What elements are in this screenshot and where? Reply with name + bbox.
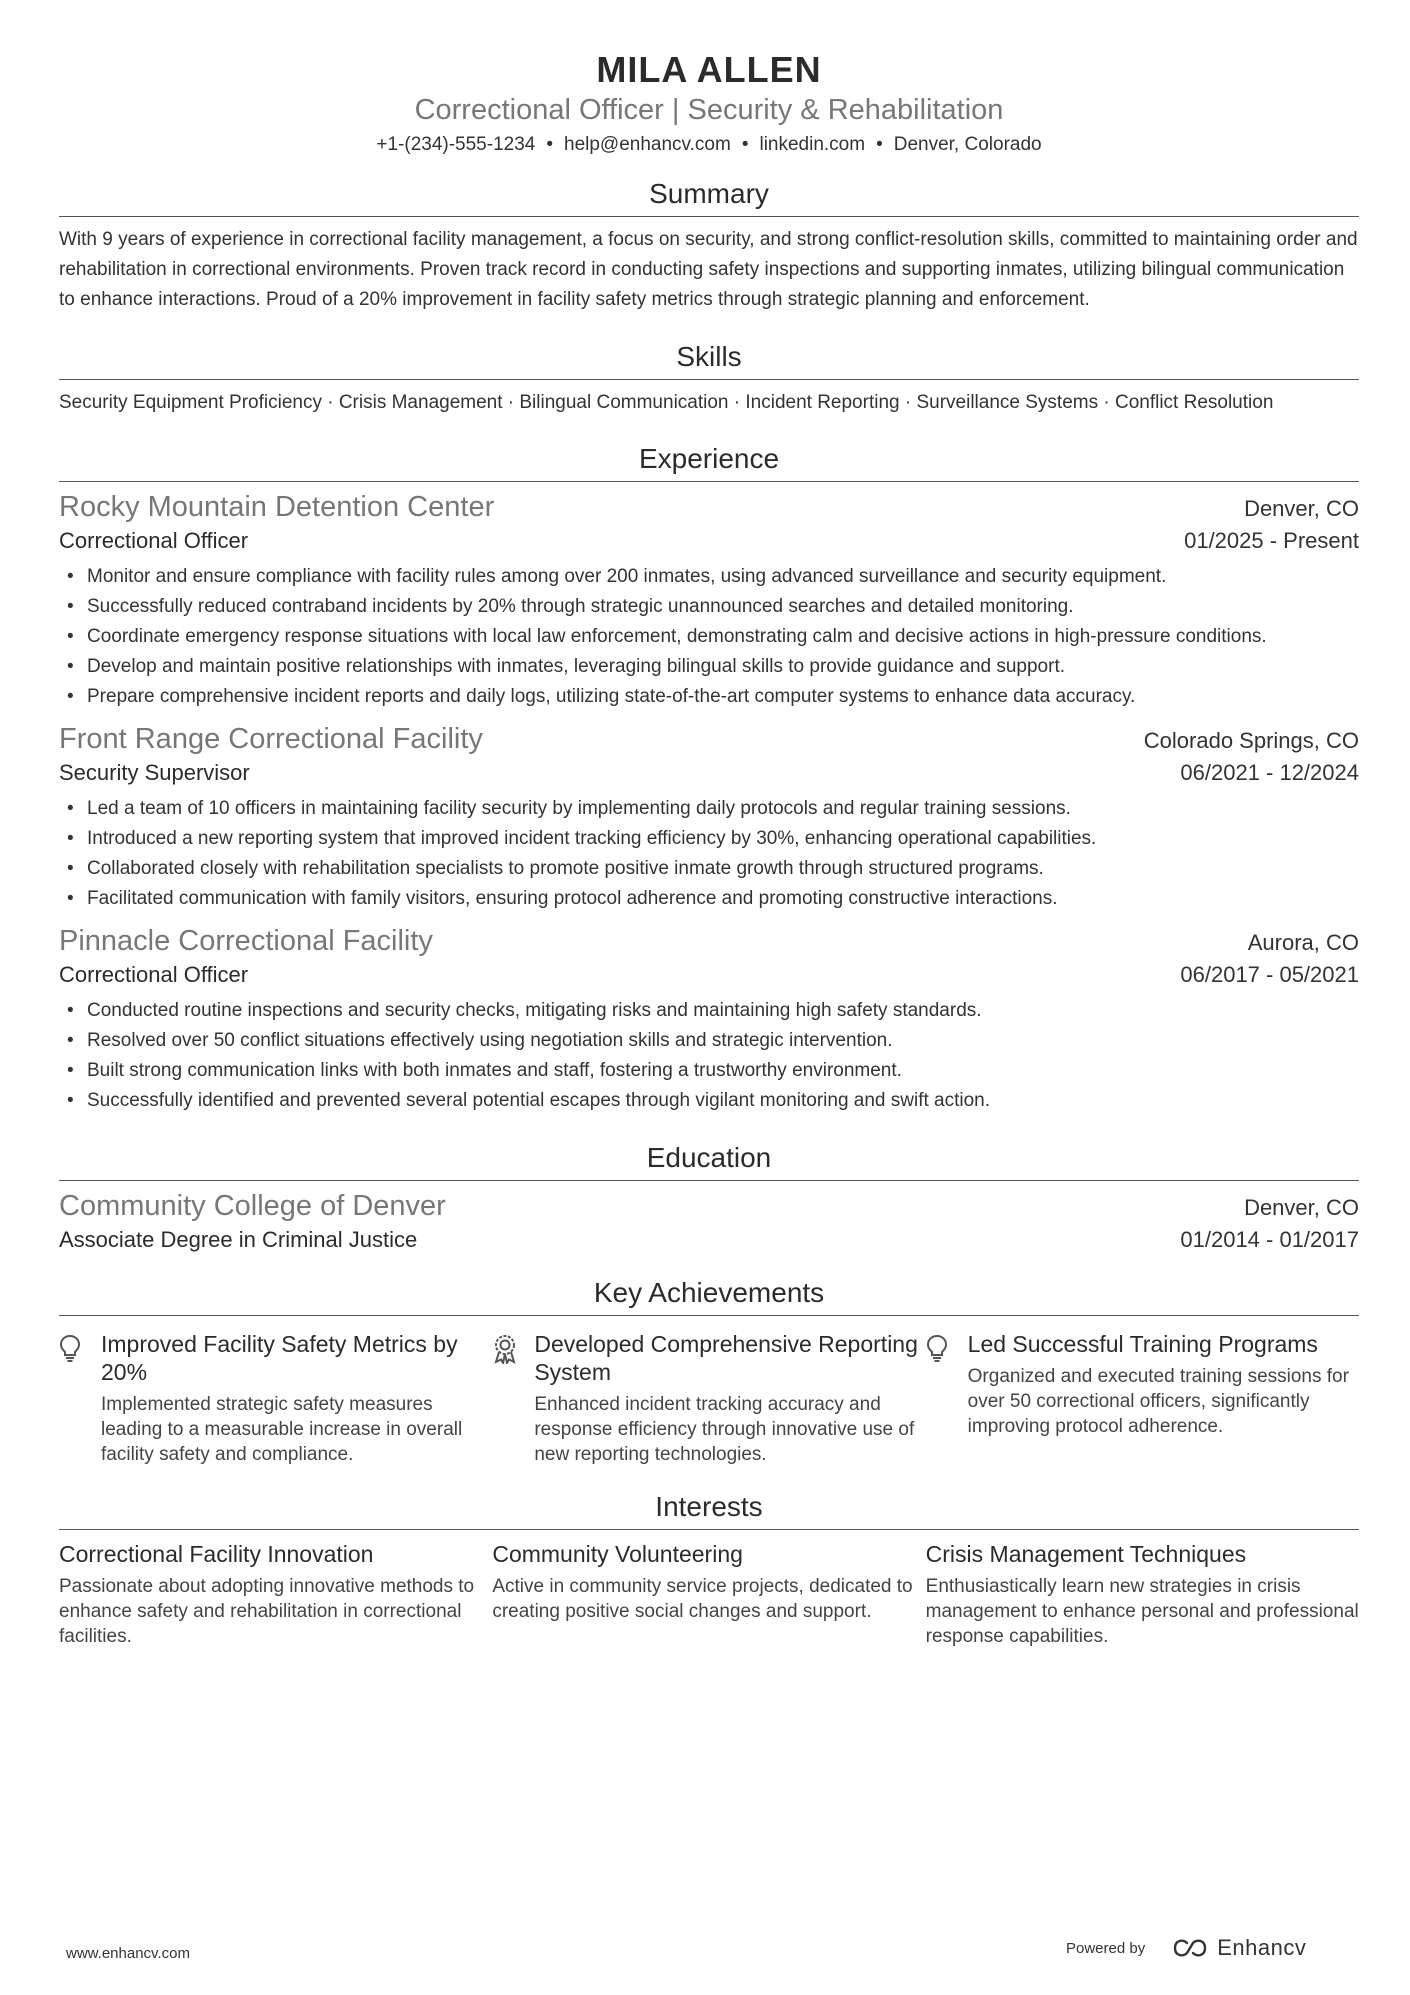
job-bullets xyxy=(59,996,1359,1116)
bullet-item: • Collaborated closely with rehabilitation specialists to promote positive inmate growth through structured programs. xyxy=(59,854,1359,884)
job-entry xyxy=(59,488,1359,712)
achievement-item xyxy=(59,1330,492,1467)
achievement-title: Led Successful Training Programs xyxy=(967,1331,1318,1357)
bullet-item: • Monitor and ensure compliance with facility rules among over 200 inmates, using advanced surveillance and security equipment. xyxy=(59,562,1359,592)
separator: • xyxy=(876,134,883,155)
award-ribbon-icon xyxy=(492,1334,518,1364)
bullet-item: • Built strong communication links with both inmates and staff, fostering a trustworthy environment. xyxy=(59,1056,1359,1086)
achievement-title: Developed Comprehensive Reporting System xyxy=(534,1331,918,1385)
job-role: Correctional Officer xyxy=(59,528,249,553)
achievement-desc: Organized and executed training sessions for over 50 correctional officers, significantly improving protocol adherence. xyxy=(967,1366,1349,1437)
experience-section xyxy=(59,441,1359,1116)
resume-page xyxy=(59,48,1359,1649)
bullet-item: • Conducted routine inspections and security checks, mitigating risks and maintaining high safety standards. xyxy=(59,996,1359,1026)
contact-line xyxy=(59,132,1359,158)
job-role: Correctional Officer xyxy=(59,962,249,987)
skills-list: Security Equipment Proficiency · Crisis Management · Bilingual Communication · Incident Reporting · Surveillance Systems · Conflict Resolution xyxy=(59,392,1274,413)
interest-item xyxy=(926,1538,1359,1649)
school-name: Community College of Denver xyxy=(59,1190,446,1222)
company-name: Front Range Correctional Facility xyxy=(59,723,483,755)
interest-title: Crisis Management Techniques xyxy=(925,1541,1247,1567)
achievement-desc: Enhanced incident tracking accuracy and response efficiency through innovative use of new reporting technologies. xyxy=(534,1394,915,1465)
lightbulb-icon xyxy=(59,1334,81,1362)
bullet-item: • Resolved over 50 conflict situations effectively using negotiation skills and strategic intervention. xyxy=(59,1026,1359,1056)
interest-desc: Enthusiastically learn new strategies in crisis management to enhance personal and professional response capabilities. xyxy=(925,1576,1359,1647)
footer-website[interactable]: www.enhancv.com xyxy=(66,1945,190,1962)
company-name: Rocky Mountain Detention Center xyxy=(59,491,495,523)
footer-branding xyxy=(1066,1935,1306,1961)
skills-section xyxy=(59,339,1359,415)
bullet-item: • Led a team of 10 officers in maintaining facility security by implementing daily protocols and regular training sessions. xyxy=(59,794,1359,824)
linkedin: linkedin.com xyxy=(759,134,866,155)
section-heading: Experience xyxy=(59,441,1359,482)
job-location: Colorado Springs, CO xyxy=(1143,728,1359,753)
job-location: Denver, CO xyxy=(1244,496,1359,521)
job-dates: 06/2017 - 05/2021 xyxy=(1180,962,1359,987)
enhancv-logo-icon xyxy=(1171,1938,1209,1958)
summary-section xyxy=(59,176,1359,315)
section-heading: Education xyxy=(59,1140,1359,1181)
location: Denver, Colorado xyxy=(893,134,1042,155)
job-bullets xyxy=(59,562,1359,712)
education-dates: 01/2014 - 01/2017 xyxy=(1180,1227,1359,1252)
interest-title: Correctional Facility Innovation xyxy=(59,1541,374,1567)
candidate-name: MILA ALLEN xyxy=(596,49,822,90)
bullet-item: • Introduced a new reporting system that improved incident tracking efficiency by 30%, enhancing operational capabilities. xyxy=(59,824,1359,854)
section-heading: Skills xyxy=(59,339,1359,380)
achievement-desc: Implemented strategic safety measures leading to a measurable increase in overall facility safety and compliance. xyxy=(101,1394,463,1465)
bullet-item: • Coordinate emergency response situations with local law enforcement, demonstrating calm and decisive actions in high-pressure conditions. xyxy=(59,622,1359,652)
bullet-item: • Successfully reduced contraband incidents by 20% through strategic unannounced searches and detailed monitoring. xyxy=(59,592,1359,622)
bullet-item: • Successfully identified and prevented several potential escapes through vigilant monitoring and swift action. xyxy=(59,1086,1359,1116)
summary-text: With 9 years of experience in correctional facility management, a focus on security, and strong conflict-resolution skills, committed to maintaining order and rehabilitation in correctional environments. Proven track record in conducting safety inspections and supporting inmates, utilizing bilingual communication to enhance interactions. Proud of a 20% improvement in facility safety metrics through strategic planning and enforcement. xyxy=(59,229,1358,310)
bullet-item: • Develop and maintain positive relationships with inmates, leveraging bilingual skills to provide guidance and support. xyxy=(59,652,1359,682)
achievement-item xyxy=(926,1330,1359,1467)
separator: • xyxy=(546,134,553,155)
email: help@enhancv.com xyxy=(564,134,731,155)
powered-by-label: Powered by xyxy=(1066,1939,1146,1957)
interest-item xyxy=(59,1538,492,1649)
job-entry xyxy=(59,720,1359,914)
job-dates: 01/2025 - Present xyxy=(1184,528,1359,553)
education-section xyxy=(59,1140,1359,1255)
phone: +1-(234)-555-1234 xyxy=(376,134,536,155)
bullet-item: • Facilitated communication with family visitors, ensuring protocol adherence and promoting constructive interactions. xyxy=(59,884,1359,914)
separator: • xyxy=(741,134,749,155)
school-location: Denver, CO xyxy=(1244,1195,1359,1220)
job-dates: 06/2021 - 12/2024 xyxy=(1180,760,1359,785)
interest-desc: Passionate about adopting innovative methods to enhance safety and rehabilitation in correctional facilities. xyxy=(59,1576,475,1647)
interest-title: Community Volunteering xyxy=(492,1541,743,1567)
degree: Associate Degree in Criminal Justice xyxy=(59,1227,418,1252)
job-bullets xyxy=(59,794,1359,914)
job-location: Aurora, CO xyxy=(1247,930,1359,955)
interests-section xyxy=(59,1489,1359,1649)
achievement-title: Improved Facility Safety Metrics by 20% xyxy=(101,1331,458,1385)
education-entry xyxy=(59,1187,1359,1255)
bullet-item: • Prepare comprehensive incident reports and daily logs, utilizing state-of-the-art computer systems to enhance data accuracy. xyxy=(59,682,1359,712)
interest-desc: Active in community service projects, dedicated to creating positive social changes and support. xyxy=(492,1576,913,1622)
candidate-title: Correctional Officer | Security & Rehabilitation xyxy=(414,94,1004,126)
section-heading: Interests xyxy=(59,1489,1359,1530)
lightbulb-icon xyxy=(926,1334,948,1362)
interest-item xyxy=(492,1538,925,1649)
enhancv-brand: Enhancv xyxy=(1217,1935,1307,1960)
job-role: Security Supervisor xyxy=(59,760,250,785)
section-heading: Key Achievements xyxy=(59,1275,1359,1316)
job-entry xyxy=(59,922,1359,1116)
achievements-section xyxy=(59,1275,1359,1467)
company-name: Pinnacle Correctional Facility xyxy=(59,925,433,957)
achievement-item xyxy=(492,1330,925,1467)
section-heading: Summary xyxy=(59,176,1359,217)
